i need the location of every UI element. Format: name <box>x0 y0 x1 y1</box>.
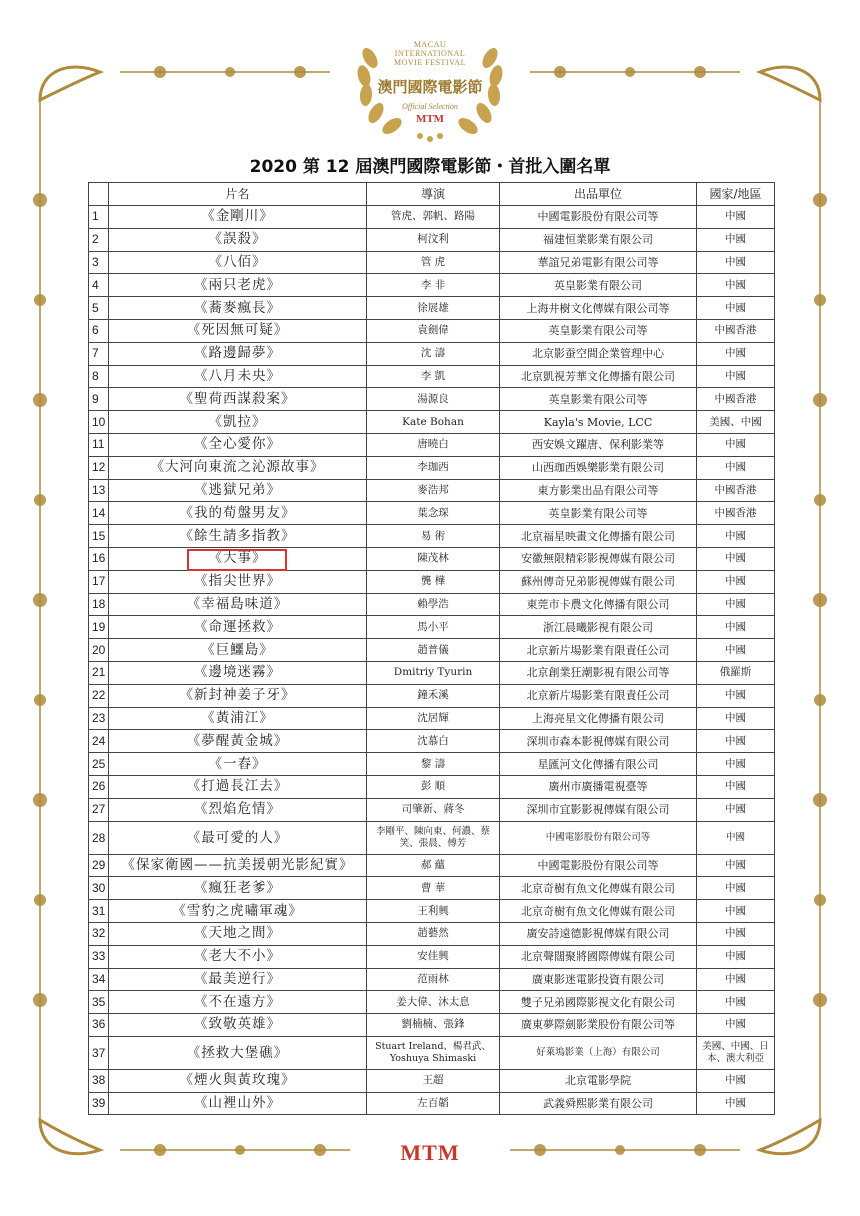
producer: 華誼兄弟電影有限公司等 <box>500 251 697 274</box>
film-title: 《不在遠方》 <box>109 991 367 1014</box>
emblem-brand: MTM <box>415 113 445 125</box>
country: 中國 <box>697 707 775 730</box>
column-header-country: 國家/地區 <box>697 183 775 206</box>
row-number: 10 <box>89 411 109 434</box>
film-title: 《天地之間》 <box>109 922 367 945</box>
film-title: 《八月未央》 <box>109 365 367 388</box>
country: 中國 <box>697 206 775 229</box>
producer: 上海井樹文化傳媒有限公司等 <box>500 297 697 320</box>
producer: 北京創業狂潮影視有限公司等 <box>500 661 697 684</box>
film-title: 《最可愛的人》 <box>109 821 367 854</box>
producer: 深圳市宜影影視傳媒有限公司 <box>500 798 697 821</box>
country: 中國 <box>697 547 775 570</box>
row-number: 13 <box>89 479 109 502</box>
table-row <box>89 775 775 798</box>
producer: 英皇影業有限公司等 <box>500 388 697 411</box>
producer: 安徽無限精彩影視傳媒有限公司 <box>500 547 697 570</box>
film-title: 《逃獄兄弟》 <box>109 479 367 502</box>
country: 中國 <box>697 616 775 639</box>
film-title: 《命運拯救》 <box>109 616 367 639</box>
director: 沈 濤 <box>367 342 500 365</box>
row-number: 4 <box>89 274 109 297</box>
director: 左百韜 <box>367 1092 500 1115</box>
director: 袁劍偉 <box>367 319 500 342</box>
producer: Kayla's Movie, LCC <box>500 411 697 434</box>
producer: 廣東影迷電影投資有限公司 <box>500 968 697 991</box>
producer: 廣東夢際劍影業股份有限公司等 <box>500 1014 697 1037</box>
column-header-film: 片名 <box>109 183 367 206</box>
table-row <box>89 1092 775 1115</box>
producer: 北京新片場影業有限責任公司 <box>500 684 697 707</box>
row-number: 26 <box>89 775 109 798</box>
producer: 北京影蚕空間企業管理中心 <box>500 342 697 365</box>
director: 唐曉白 <box>367 433 500 456</box>
director: 王利興 <box>367 900 500 923</box>
film-title: 《聖荷西謀殺案》 <box>109 388 367 411</box>
director: 郝 蘊 <box>367 854 500 877</box>
row-number: 15 <box>89 525 109 548</box>
table-row <box>89 228 775 251</box>
director: Dmitriy Tyurin <box>367 661 500 684</box>
director: 安佳興 <box>367 945 500 968</box>
producer: 廣安詩遠德影視傳媒有限公司 <box>500 922 697 945</box>
table-row <box>89 661 775 684</box>
table-row <box>89 411 775 434</box>
producer: 英皇影業有限公司等 <box>500 319 697 342</box>
producer: 深圳市森本影視傳媒有限公司 <box>500 730 697 753</box>
country: 中國 <box>697 1092 775 1115</box>
country: 中國 <box>697 342 775 365</box>
table-row <box>89 1036 775 1069</box>
row-number: 2 <box>89 228 109 251</box>
film-title: 《烈焰危情》 <box>109 798 367 821</box>
director: 管虎、郭帆、路陽 <box>367 206 500 229</box>
column-header-number <box>89 183 109 206</box>
emblem-line-3: MOVIE FESTIVAL <box>394 58 466 67</box>
row-number: 35 <box>89 991 109 1014</box>
film-title: 《巨鱷島》 <box>109 639 367 662</box>
film-title: 《煙火與黃玫瑰》 <box>109 1069 367 1092</box>
director: 趙藝然 <box>367 922 500 945</box>
director: 易 術 <box>367 525 500 548</box>
table-body <box>89 206 775 1115</box>
film-title: 《兩只老虎》 <box>109 274 367 297</box>
director: 李 非 <box>367 274 500 297</box>
film-title: 《凱拉》 <box>109 411 367 434</box>
producer: 西安娛文躍唐、保利影業等 <box>500 433 697 456</box>
country: 中國 <box>697 274 775 297</box>
film-title: 《誤殺》 <box>109 228 367 251</box>
row-number: 1 <box>89 206 109 229</box>
table-row <box>89 479 775 502</box>
row-number: 28 <box>89 821 109 854</box>
festival-emblem <box>340 18 520 148</box>
country: 中國 <box>697 991 775 1014</box>
emblem-english-lines <box>340 40 520 67</box>
row-number: 20 <box>89 639 109 662</box>
table-row <box>89 1014 775 1037</box>
row-number: 21 <box>89 661 109 684</box>
table-row <box>89 922 775 945</box>
producer: 北京電影學院 <box>500 1069 697 1092</box>
film-title: 《餘生請多指教》 <box>109 525 367 548</box>
row-number: 6 <box>89 319 109 342</box>
country: 中國 <box>697 365 775 388</box>
table-row <box>89 593 775 616</box>
table-row <box>89 900 775 923</box>
row-number: 38 <box>89 1069 109 1092</box>
row-number: 39 <box>89 1092 109 1115</box>
row-number: 29 <box>89 854 109 877</box>
country: 中國 <box>697 1014 775 1037</box>
row-number: 33 <box>89 945 109 968</box>
emblem-line-1: MACAU <box>413 40 447 49</box>
director: Stuart Ireland、楊君武、Yoshuya Shimaski <box>367 1036 500 1069</box>
row-number: 22 <box>89 684 109 707</box>
producer: 山西珈西娛樂影業有限公司 <box>500 456 697 479</box>
table-row <box>89 206 775 229</box>
table-row <box>89 821 775 854</box>
country: 中國 <box>697 297 775 320</box>
country: 中國 <box>697 821 775 854</box>
director: 龔 樺 <box>367 570 500 593</box>
country: 中國 <box>697 798 775 821</box>
film-title: 《新封神姜子牙》 <box>109 684 367 707</box>
country: 中國 <box>697 525 775 548</box>
table-row <box>89 730 775 753</box>
director: 沈居輝 <box>367 707 500 730</box>
country: 中國 <box>697 922 775 945</box>
table-row <box>89 342 775 365</box>
director: 范雨林 <box>367 968 500 991</box>
country: 中國 <box>697 570 775 593</box>
producer: 北京福星映畫文化傳播有限公司 <box>500 525 697 548</box>
producer: 蘇州傳奇兄弟影視傳媒有限公司 <box>500 570 697 593</box>
producer: 雙子兄弟國際影視文化有限公司 <box>500 991 697 1014</box>
row-number: 7 <box>89 342 109 365</box>
producer: 北京聲闊聚將國際傳媒有限公司 <box>500 945 697 968</box>
director: 湯源良 <box>367 388 500 411</box>
director: 陳茂林 <box>367 547 500 570</box>
country: 中國香港 <box>697 502 775 525</box>
row-number: 19 <box>89 616 109 639</box>
table-row <box>89 798 775 821</box>
row-number: 34 <box>89 968 109 991</box>
country: 中國 <box>697 639 775 662</box>
producer: 廣州市廣播電視臺等 <box>500 775 697 798</box>
film-title: 《山裡山外》 <box>109 1092 367 1115</box>
country: 中國 <box>697 684 775 707</box>
country: 中國香港 <box>697 479 775 502</box>
director: 李 凱 <box>367 365 500 388</box>
column-header-director: 導演 <box>367 183 500 206</box>
table-row <box>89 365 775 388</box>
country: 中國 <box>697 251 775 274</box>
director: 黎 濤 <box>367 753 500 776</box>
film-title: 《瘋狂老爹》 <box>109 877 367 900</box>
producer: 中國電影股份有限公司等 <box>500 206 697 229</box>
table-header-row <box>89 183 775 206</box>
director: 趙普儀 <box>367 639 500 662</box>
row-number: 27 <box>89 798 109 821</box>
director: 司肇新、蔣冬 <box>367 798 500 821</box>
film-title: 《最美逆行》 <box>109 968 367 991</box>
producer: 北京凱視芳華文化傳播有限公司 <box>500 365 697 388</box>
director: 賴學浩 <box>367 593 500 616</box>
row-number: 25 <box>89 753 109 776</box>
row-number: 12 <box>89 456 109 479</box>
selection-table <box>88 182 775 1115</box>
film-title: 《蕎麥瘋長》 <box>109 297 367 320</box>
producer: 上海亮星文化傳播有限公司 <box>500 707 697 730</box>
film-title: 《雪豹之虎嘯軍魂》 <box>109 900 367 923</box>
country: 中國 <box>697 968 775 991</box>
film-title: 《我的荀盤男友》 <box>109 502 367 525</box>
emblem-selection: Official Selection <box>402 102 458 111</box>
director: 葉念琛 <box>367 502 500 525</box>
producer: 北京奇樹有魚文化傳媒有限公司 <box>500 900 697 923</box>
film-title: 《幸福島味道》 <box>109 593 367 616</box>
row-number: 9 <box>89 388 109 411</box>
director: 沈慕白 <box>367 730 500 753</box>
film-title: 《夢醒黃金城》 <box>109 730 367 753</box>
film-title: 《指尖世界》 <box>109 570 367 593</box>
film-title: 《打過長江去》 <box>109 775 367 798</box>
table-row <box>89 854 775 877</box>
row-number: 11 <box>89 433 109 456</box>
country: 中國 <box>697 854 775 877</box>
film-title: 《致敬英雄》 <box>109 1014 367 1037</box>
film-title: 《保家衛國——抗美援朝光影紀實》 <box>109 854 367 877</box>
row-number: 31 <box>89 900 109 923</box>
film-title: 《大河向東流之沁源故事》 <box>109 456 367 479</box>
director: 徐展雄 <box>367 297 500 320</box>
film-title: 《八佰》 <box>109 251 367 274</box>
country: 中國 <box>697 753 775 776</box>
table-row <box>89 616 775 639</box>
producer: 福建恒業影業有限公司 <box>500 228 697 251</box>
director: 彭 順 <box>367 775 500 798</box>
table-row <box>89 945 775 968</box>
country: 中國 <box>697 900 775 923</box>
row-number: 24 <box>89 730 109 753</box>
row-number: 8 <box>89 365 109 388</box>
producer: 英皇影業有限公司 <box>500 274 697 297</box>
film-title: 《拯救大堡礁》 <box>109 1036 367 1069</box>
country: 中國香港 <box>697 388 775 411</box>
director: 馬小平 <box>367 616 500 639</box>
film-title: 《金剛川》 <box>109 206 367 229</box>
row-number: 5 <box>89 297 109 320</box>
film-title: 《路邊歸夢》 <box>109 342 367 365</box>
table-row <box>89 968 775 991</box>
table-row <box>89 684 775 707</box>
country: 美國、中國 <box>697 411 775 434</box>
row-number: 30 <box>89 877 109 900</box>
director: 李剛平、陳向東、何濃、蔡笑、張晨、傅芳 <box>367 821 500 854</box>
table-row <box>89 319 775 342</box>
film-title: 《邊境迷霧》 <box>109 661 367 684</box>
table-row <box>89 991 775 1014</box>
film-title: 《全心愛你》 <box>109 433 367 456</box>
film-title: 《一舂》 <box>109 753 367 776</box>
table-row <box>89 433 775 456</box>
row-number: 18 <box>89 593 109 616</box>
producer: 北京奇樹有魚文化傳媒有限公司 <box>500 877 697 900</box>
table-row <box>89 639 775 662</box>
country: 中國 <box>697 1069 775 1092</box>
page-title: 2020 第 12 屆澳門國際電影節・首批入圍名單 <box>249 157 611 177</box>
table-row <box>89 707 775 730</box>
emblem-chinese-name: 澳門國際電影節 <box>377 78 483 96</box>
highlight-box <box>187 549 287 571</box>
producer: 東方影業出品有限公司等 <box>500 479 697 502</box>
producer: 武義舜熙影業有限公司 <box>500 1092 697 1115</box>
country: 中國 <box>697 228 775 251</box>
table-row <box>89 297 775 320</box>
row-number: 16 <box>89 547 109 570</box>
producer: 浙江晨曦影視有限公司 <box>500 616 697 639</box>
table-row <box>89 1069 775 1092</box>
table-row <box>89 388 775 411</box>
director: 麥浩邦 <box>367 479 500 502</box>
country: 中國 <box>697 945 775 968</box>
director: Kate Bohan <box>367 411 500 434</box>
director: 李珈西 <box>367 456 500 479</box>
producer: 好萊塢影業（上海）有限公司 <box>500 1036 697 1069</box>
table-row <box>89 753 775 776</box>
column-header-producer: 出品單位 <box>500 183 697 206</box>
country: 中國 <box>697 593 775 616</box>
country: 中國 <box>697 730 775 753</box>
producer: 中國電影股份有限公司等 <box>500 821 697 854</box>
row-number: 36 <box>89 1014 109 1037</box>
film-title: 《黃浦江》 <box>109 707 367 730</box>
table-row <box>89 570 775 593</box>
film-title: 《死因無可疑》 <box>109 319 367 342</box>
producer: 中國電影股份有限公司等 <box>500 854 697 877</box>
table-row <box>89 251 775 274</box>
country: 中國香港 <box>697 319 775 342</box>
director: 鐘禾溪 <box>367 684 500 707</box>
table-row <box>89 502 775 525</box>
row-number: 14 <box>89 502 109 525</box>
director: 劉楠楠、張鋒 <box>367 1014 500 1037</box>
country: 俄羅斯 <box>697 661 775 684</box>
row-number: 23 <box>89 707 109 730</box>
row-number: 37 <box>89 1036 109 1069</box>
footer-brand: MTM <box>400 1140 460 1165</box>
director: 王超 <box>367 1069 500 1092</box>
producer: 英皇影業有限公司等 <box>500 502 697 525</box>
table-row <box>89 274 775 297</box>
director: 管 虎 <box>367 251 500 274</box>
country: 美國、中國、日本、澳大利亞 <box>697 1036 775 1069</box>
row-number: 32 <box>89 922 109 945</box>
director: 柯汶利 <box>367 228 500 251</box>
row-number: 3 <box>89 251 109 274</box>
film-title: 《大事》 <box>109 547 367 570</box>
country: 中國 <box>697 877 775 900</box>
producer: 北京新片場影業有限責任公司 <box>500 639 697 662</box>
country: 中國 <box>697 775 775 798</box>
producer: 東莞市卡農文化傳播有限公司 <box>500 593 697 616</box>
director: 姜大偉、沐太息 <box>367 991 500 1014</box>
table-row <box>89 877 775 900</box>
row-number: 17 <box>89 570 109 593</box>
director: 曹 華 <box>367 877 500 900</box>
country: 中國 <box>697 433 775 456</box>
film-title: 《老大不小》 <box>109 945 367 968</box>
emblem-line-2: INTERNATIONAL <box>394 49 466 58</box>
country: 中國 <box>697 456 775 479</box>
table-row <box>89 456 775 479</box>
table-row <box>89 525 775 548</box>
producer: 星匯河文化傳播有限公司 <box>500 753 697 776</box>
